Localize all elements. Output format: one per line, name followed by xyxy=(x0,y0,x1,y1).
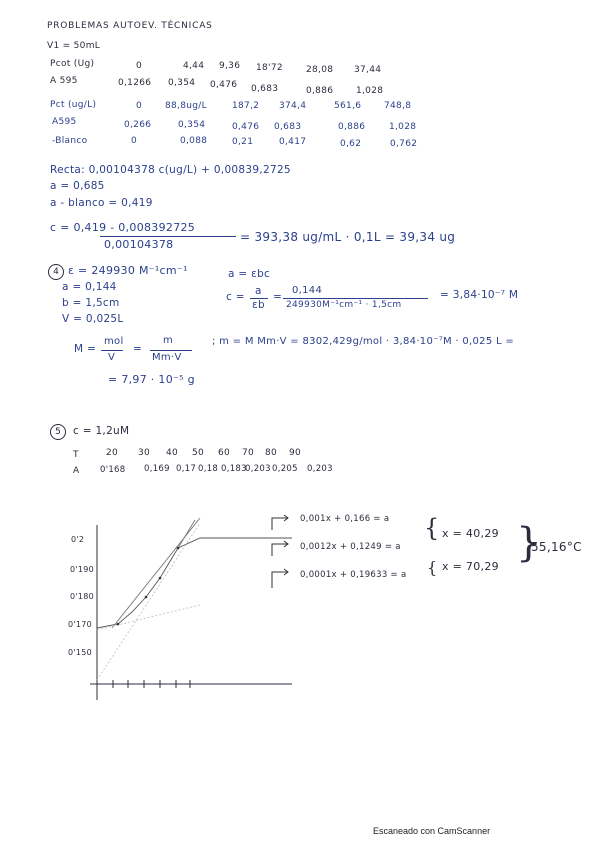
y-tick-label: 0'2 xyxy=(71,535,85,544)
p4-concentration-result: = 3,84·10⁻⁷ M xyxy=(440,289,519,301)
absorbance-cell: 0,183 xyxy=(221,464,247,474)
table-2-p-cell: 374,4 xyxy=(279,101,307,111)
y-tick-label: 0'150 xyxy=(68,648,93,657)
path-length: b = 1,5cm xyxy=(62,297,120,309)
table-1-a-cell: 0,354 xyxy=(168,78,196,88)
temperature-cell: 70 xyxy=(242,448,255,458)
temperature-cell: 20 xyxy=(106,448,119,458)
m-frac2-den: Mm·V xyxy=(152,352,182,363)
scanner-watermark: Escaneado con CamScanner xyxy=(373,826,491,836)
table-2-label-a: A595 xyxy=(52,117,77,127)
molar-absorptivity: ε = 249930 M⁻¹cm⁻¹ xyxy=(68,264,188,277)
page-title: PROBLEMAS AUTOEV. TÉCNICAS xyxy=(47,21,213,31)
fit-line-middle xyxy=(112,518,200,628)
absorbance-value: a = 0,685 xyxy=(50,180,105,192)
frac1-num: a xyxy=(255,285,262,297)
p4-absorbance: a = 0,144 xyxy=(62,281,117,293)
table-2-p-cell: 88,8ug/L xyxy=(165,101,207,111)
intersection-x1: x = 40,29 xyxy=(442,527,499,540)
table-1-p-cell: 4,44 xyxy=(183,61,205,71)
table-2-p-cell: 187,2 xyxy=(232,101,260,111)
temperature-cell: 60 xyxy=(218,448,231,458)
problem-number-5: 5 xyxy=(50,424,66,440)
table-2-a-cell: 1,028 xyxy=(389,122,417,132)
table-1-a-cell: 0,1266 xyxy=(118,78,152,88)
data-point xyxy=(159,577,162,580)
absorbance-cell: 0,203 xyxy=(307,464,333,474)
brace-left-2: { xyxy=(427,558,438,577)
m-frac-num: mol xyxy=(104,336,124,347)
fit-equation-1: 0,001x + 0,166 = a xyxy=(300,514,390,524)
frac2-den: 249930M⁻¹cm⁻¹ · 1,5cm xyxy=(286,300,402,310)
m-eq: = xyxy=(133,343,143,355)
table-2-b-cell: 0 xyxy=(131,136,138,146)
absorbance-cell: 0,18 xyxy=(198,464,219,474)
absorbance-cell: 0,17 xyxy=(176,464,197,474)
table-2-p-cell: 561,6 xyxy=(334,101,362,111)
absorbance-minus-blank: a - blanco = 0,419 xyxy=(50,197,153,209)
temperature-cell: 80 xyxy=(265,448,278,458)
temperature-cell: 50 xyxy=(192,448,205,458)
table-2-a-cell: 0,683 xyxy=(274,122,302,132)
temperature-cell: 90 xyxy=(289,448,302,458)
table-2-a-cell: 0,266 xyxy=(124,120,152,130)
intersection-x2: x = 70,29 xyxy=(442,560,499,573)
absorbance-cell: 0,169 xyxy=(144,464,170,474)
mass-result: = 7,97 · 10⁻⁵ g xyxy=(108,373,195,386)
y-tick-label: 0'170 xyxy=(68,620,93,629)
data-curve xyxy=(97,538,292,628)
data-point xyxy=(117,623,120,626)
concentration-result: = 393,38 ug/mL · 0,1L = 39,34 ug xyxy=(240,230,456,244)
concentration-denominator: 0,00104378 xyxy=(104,238,174,251)
data-point xyxy=(145,596,148,599)
y-tick-label: 0'180 xyxy=(70,592,95,601)
arrow xyxy=(272,541,288,556)
table-2-label-b: -Blanco xyxy=(52,136,88,146)
table-2-b-cell: 0,762 xyxy=(390,139,418,149)
upper-dashed-line xyxy=(97,523,200,680)
p5-concentration: c = 1,2uM xyxy=(73,425,130,437)
table-1-a-cell: 0,683 xyxy=(251,84,279,94)
table-1-p-cell: 18'72 xyxy=(256,63,283,73)
arrow xyxy=(272,569,288,588)
brace-right: { xyxy=(516,520,542,566)
table-2-b-cell: 0,62 xyxy=(340,139,362,149)
table-2-a-cell: 0,886 xyxy=(338,122,366,132)
brace-left-1: { xyxy=(424,514,440,542)
problem-number-4: 4 xyxy=(48,264,64,280)
absorbance-cell: 0,205 xyxy=(272,464,298,474)
volume-note: V1 = 50mL xyxy=(47,41,101,51)
table-1-label-a: A 595 xyxy=(50,76,78,86)
p4-eq1: = xyxy=(273,291,283,303)
m-frac-den: V xyxy=(108,352,116,363)
y-tick-label: 0'190 xyxy=(70,565,95,574)
table-1-p-cell: 37,44 xyxy=(354,65,382,75)
p4-c-label: c = xyxy=(226,291,245,303)
fit-equation-2: 0,0012x + 0,1249 = a xyxy=(300,542,401,552)
absorbance-cell: 0,203 xyxy=(245,464,271,474)
table-2-a-cell: 0,354 xyxy=(178,120,206,130)
table-2-p-cell: 748,8 xyxy=(384,101,412,111)
calibration-line-equation: Recta: 0,00104378 c(ug/L) + 0,00839,2725 xyxy=(50,164,291,176)
table-1-label-p: Pcot (Ug) xyxy=(50,59,95,69)
molarity-label: M = xyxy=(74,343,97,355)
table-1-a-cell: 0,476 xyxy=(210,80,238,90)
table-1-p-cell: 0 xyxy=(136,61,143,71)
table-1-p-cell: 28,08 xyxy=(306,65,334,75)
table-2-p-cell: 0 xyxy=(136,101,143,111)
mass-calculation: ; m = M Mm·V = 8302,429g/mol · 3,84·10⁻⁷M · 0,025 L = xyxy=(212,336,515,347)
frac1-den: εb xyxy=(252,299,265,311)
concentration-numerator: c = 0,419 - 0,008392725 xyxy=(50,221,196,234)
arrow xyxy=(272,515,288,530)
data-point xyxy=(177,547,180,550)
absorbance-cell: 0'168 xyxy=(100,465,126,475)
melting-temperature: 55,16°C xyxy=(531,540,582,554)
temperature-row-label: T xyxy=(73,450,79,460)
table-1-a-cell: 0,886 xyxy=(306,86,334,96)
table-2-b-cell: 0,088 xyxy=(180,136,208,146)
table-2-b-cell: 0,21 xyxy=(232,137,254,147)
table-1-a-cell: 1,028 xyxy=(356,86,384,96)
table-2-label-p: Pct (ug/L) xyxy=(50,100,97,110)
table-1-p-cell: 9,36 xyxy=(219,61,241,71)
frac2-num: 0,144 xyxy=(292,285,323,296)
temperature-cell: 40 xyxy=(166,448,179,458)
temperature-cell: 30 xyxy=(138,448,151,458)
table-2-b-cell: 0,417 xyxy=(279,137,307,147)
absorbance-row-label: A xyxy=(73,466,80,476)
beer-lambert-law: a = εbc xyxy=(228,268,271,280)
m-frac2-num: m xyxy=(163,335,174,346)
table-2-a-cell: 0,476 xyxy=(232,122,260,132)
fit-equation-3: 0,0001x + 0,19633 = a xyxy=(300,570,407,580)
volume: V = 0,025L xyxy=(62,313,124,325)
baseline-fit xyxy=(97,605,200,630)
